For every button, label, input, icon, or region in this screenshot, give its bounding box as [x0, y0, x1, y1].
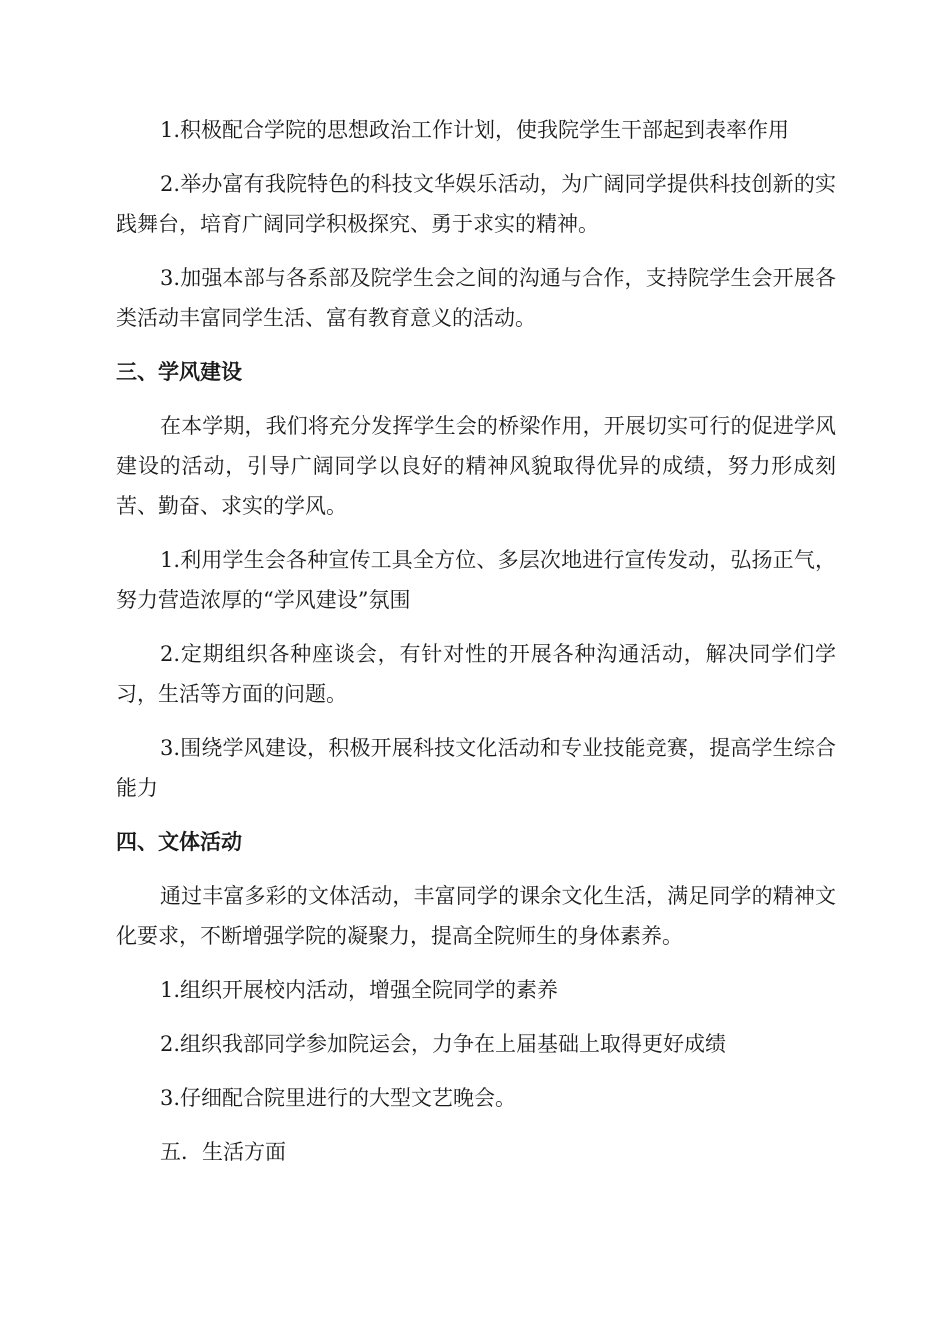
paragraph-item-3: 3.加强本部与各系部及院学生会之间的沟通与合作，支持院学生会开展各类活动丰富同学生活、富有教育意义的活动。 — [116, 266, 836, 330]
study-style-item-2: 2.定期组织各种座谈会，有针对性的开展各种沟通活动，解决同学们学习，生活等方面的问题。 — [116, 642, 836, 706]
culture-sports-item-2: 2.组织我部同学参加院运会，力争在上届基础上取得更好成绩 — [160, 1032, 727, 1056]
culture-sports-item-1: 1.组织开展校内活动，增强全院同学的素养 — [160, 978, 559, 1002]
paragraph-item-2: 2.举办富有我院特色的科技文华娱乐活动，为广阔同学提供科技创新的实践舞台，培育广阔同学积极探究、勇于求实的精神。 — [116, 172, 836, 236]
study-style-item-1: 1.利用学生会各种宣传工具全方位、多层次地进行宣传发动，弘扬正气，努力营造浓厚的“学风建设”氛围 — [116, 548, 836, 612]
section-heading-living: 五．生活方面 — [160, 1140, 286, 1164]
paragraph-item-1: 1.积极配合学院的思想政治工作计划，使我院学生干部起到表率作用 — [160, 118, 790, 142]
section-intro-culture-sports: 通过丰富多彩的文体活动，丰富同学的课余文化生活，满足同学的精神文化要求，不断增强学院的凝聚力，提高全院师生的身体素养。 — [116, 884, 836, 948]
section-intro-study-style: 在本学期，我们将充分发挥学生会的桥梁作用，开展切实可行的促进学风建设的活动，引导广阔同学以良好的精神风貌取得优异的成绩，努力形成刻苦、勤奋、求实的学风。 — [116, 414, 836, 518]
culture-sports-item-3: 3.仔细配合院里进行的大型文艺晚会。 — [160, 1086, 517, 1110]
section-heading-study-style: 三、学风建设 — [116, 360, 242, 384]
section-heading-culture-sports: 四、文体活动 — [116, 830, 242, 854]
document-body — [116, 110, 836, 1186]
study-style-item-3: 3.围绕学风建设，积极开展科技文化活动和专业技能竞赛，提高学生综合能力 — [116, 736, 836, 800]
